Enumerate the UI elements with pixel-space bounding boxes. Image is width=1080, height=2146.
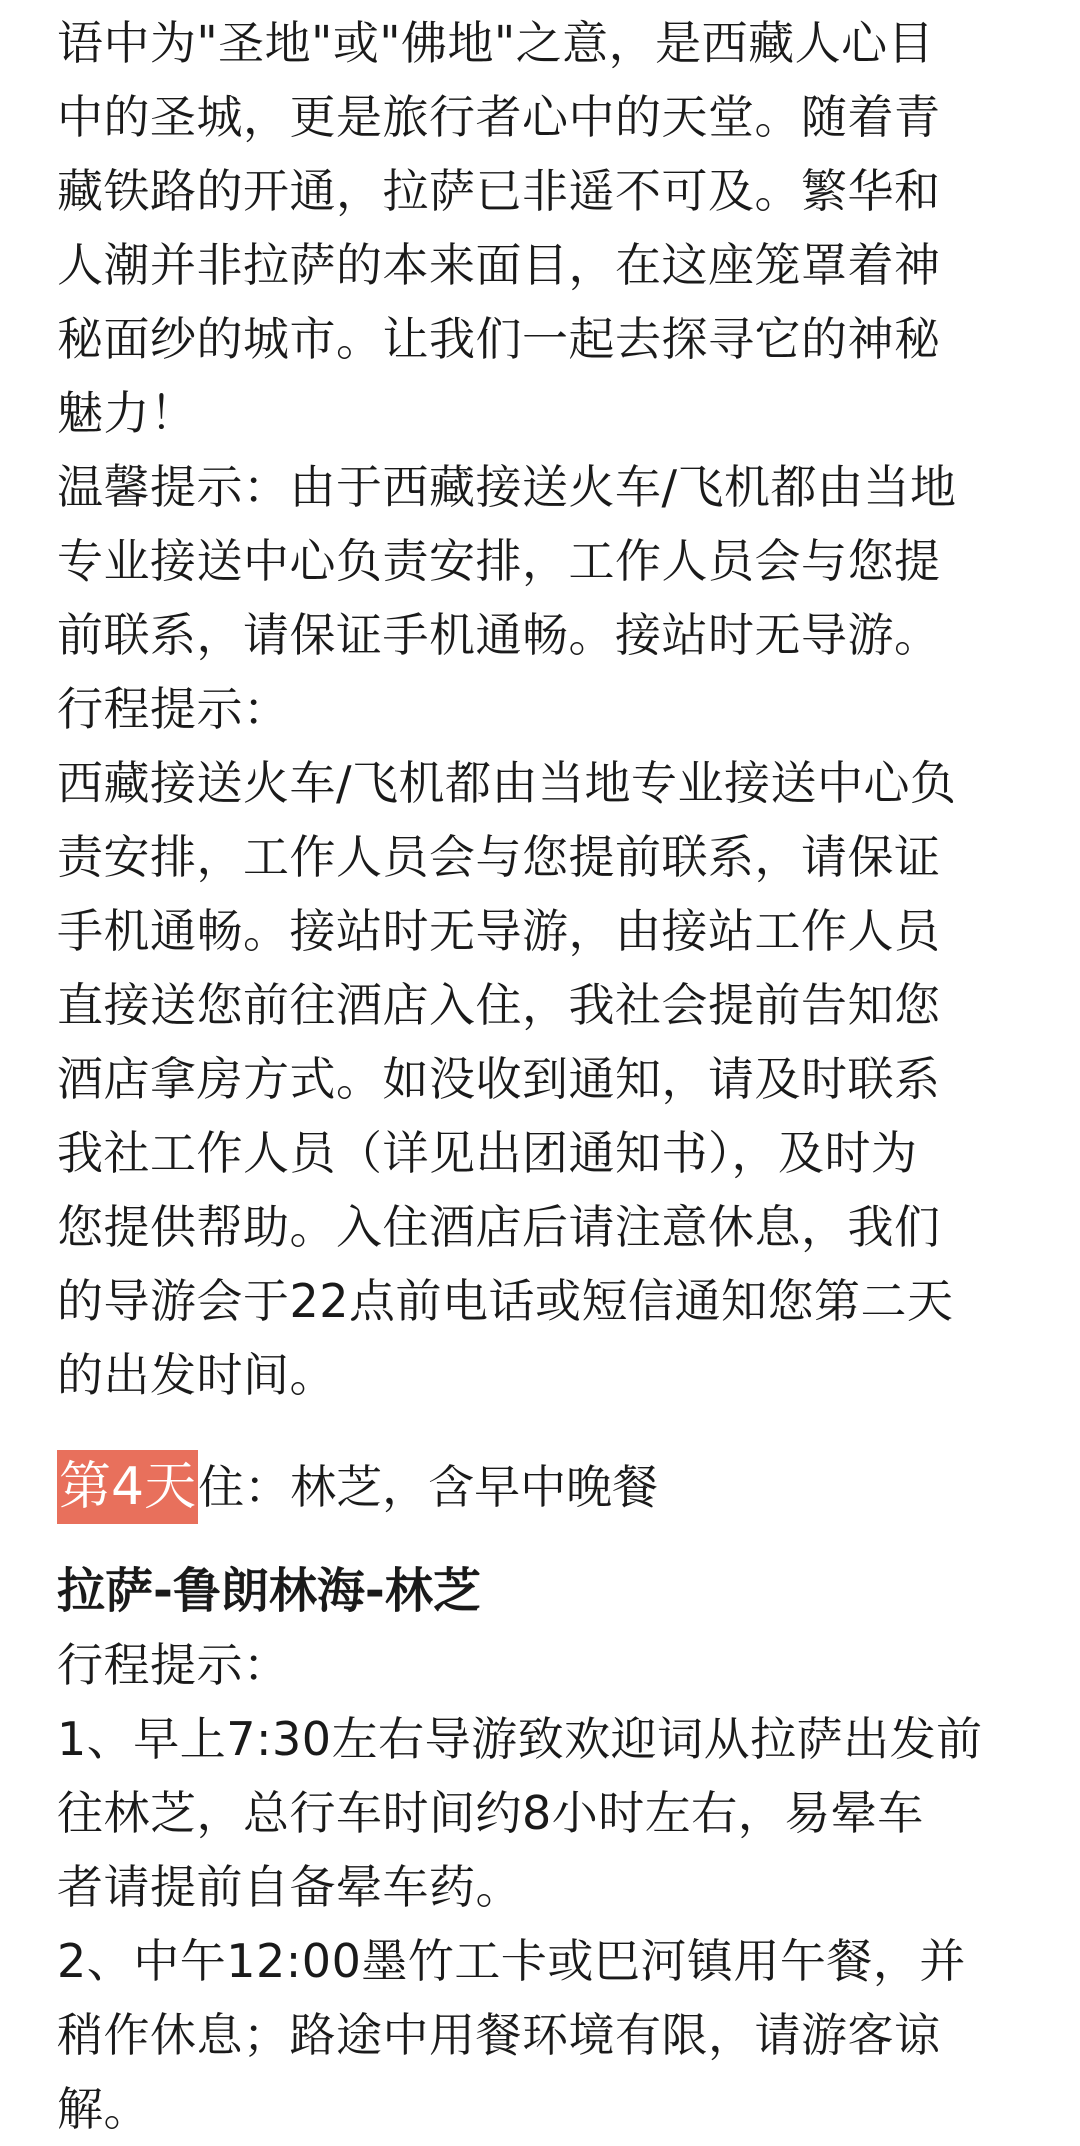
intro-paragraph	[57, 6, 1017, 450]
intro-line: 中的圣城，更是旅行者心中的天堂。随着青	[57, 90, 941, 144]
itinerary-tip-line: 的导游会于22点前电话或短信通知您第二天	[57, 1274, 954, 1328]
intro-line: 魅力！	[57, 386, 197, 440]
itinerary-tip-line: 责安排，工作人员会与您提前联系，请保证	[57, 830, 941, 884]
intro-line: 藏铁路的开通，拉萨已非遥不可及。繁华和	[57, 164, 941, 218]
itinerary-tip-line: 直接送您前往酒店入住，我社会提前告知您	[57, 978, 941, 1032]
warm-tip-line: 专业接送中心负责安排，工作人员会与您提	[57, 534, 941, 588]
warm-tip-line: 温馨提示：由于西藏接送火车/飞机都由当地	[57, 460, 957, 514]
itinerary-tip-line: 的出发时间。	[57, 1348, 336, 1402]
intro-line: 秘面纱的城市。让我们一起去探寻它的神秘	[57, 312, 941, 366]
day4-tip-line: 稍作休息；路途中用餐环境有限，请游客谅	[57, 2008, 941, 2062]
day-header	[57, 1450, 1017, 1524]
day4-tip-line: 往林芝，总行车时间约8小时左右，易晕车	[57, 1786, 924, 1840]
day-lodging-info: 住：林芝，含早中晚餐	[198, 1460, 659, 1514]
itinerary-tip-line: 我社工作人员（详见出团通知书），及时为	[57, 1126, 918, 1180]
day-badge: 第4天	[57, 1450, 198, 1524]
day4-tip-heading: 行程提示：	[57, 1638, 290, 1692]
itinerary-tip-heading: 行程提示：	[57, 682, 290, 736]
itinerary-tip-line: 酒店拿房方式。如没收到通知，请及时联系	[57, 1052, 941, 1106]
day4-tip-line: 1、早上7:30左右导游致欢迎词从拉萨出发前	[57, 1712, 983, 1766]
warm-tip-line: 前联系，请保证手机通畅。接站时无导游。	[57, 608, 941, 662]
itinerary-tip-line: 西藏接送火车/飞机都由当地专业接送中心负	[57, 756, 957, 810]
section-spacer	[57, 1412, 1017, 1450]
intro-line: 语中为"圣地"或"佛地"之意，是西藏人心目	[57, 16, 935, 70]
day4-tip-line: 解。	[57, 2082, 150, 2136]
intro-line: 人潮并非拉萨的本来面目，在这座笼罩着神	[57, 238, 941, 292]
day4-tip-section	[57, 1628, 1017, 2146]
itinerary-tip-line: 您提供帮助。入住酒店后请注意休息，我们	[57, 1200, 941, 1254]
article-content	[57, 0, 1017, 2146]
itinerary-tip-line: 手机通畅。接站时无导游，由接站工作人员	[57, 904, 941, 958]
warm-tip-paragraph	[57, 450, 1017, 672]
itinerary-tip-section	[57, 672, 1017, 1412]
day4-tip-line: 者请提前自备晕车药。	[57, 1860, 522, 1914]
day4-tip-line: 2、中午12:00墨竹工卡或巴河镇用午餐，并	[57, 1934, 966, 1988]
route-title: 拉萨-鲁朗林海-林芝	[57, 1563, 481, 1619]
section-spacer	[57, 1524, 1017, 1554]
